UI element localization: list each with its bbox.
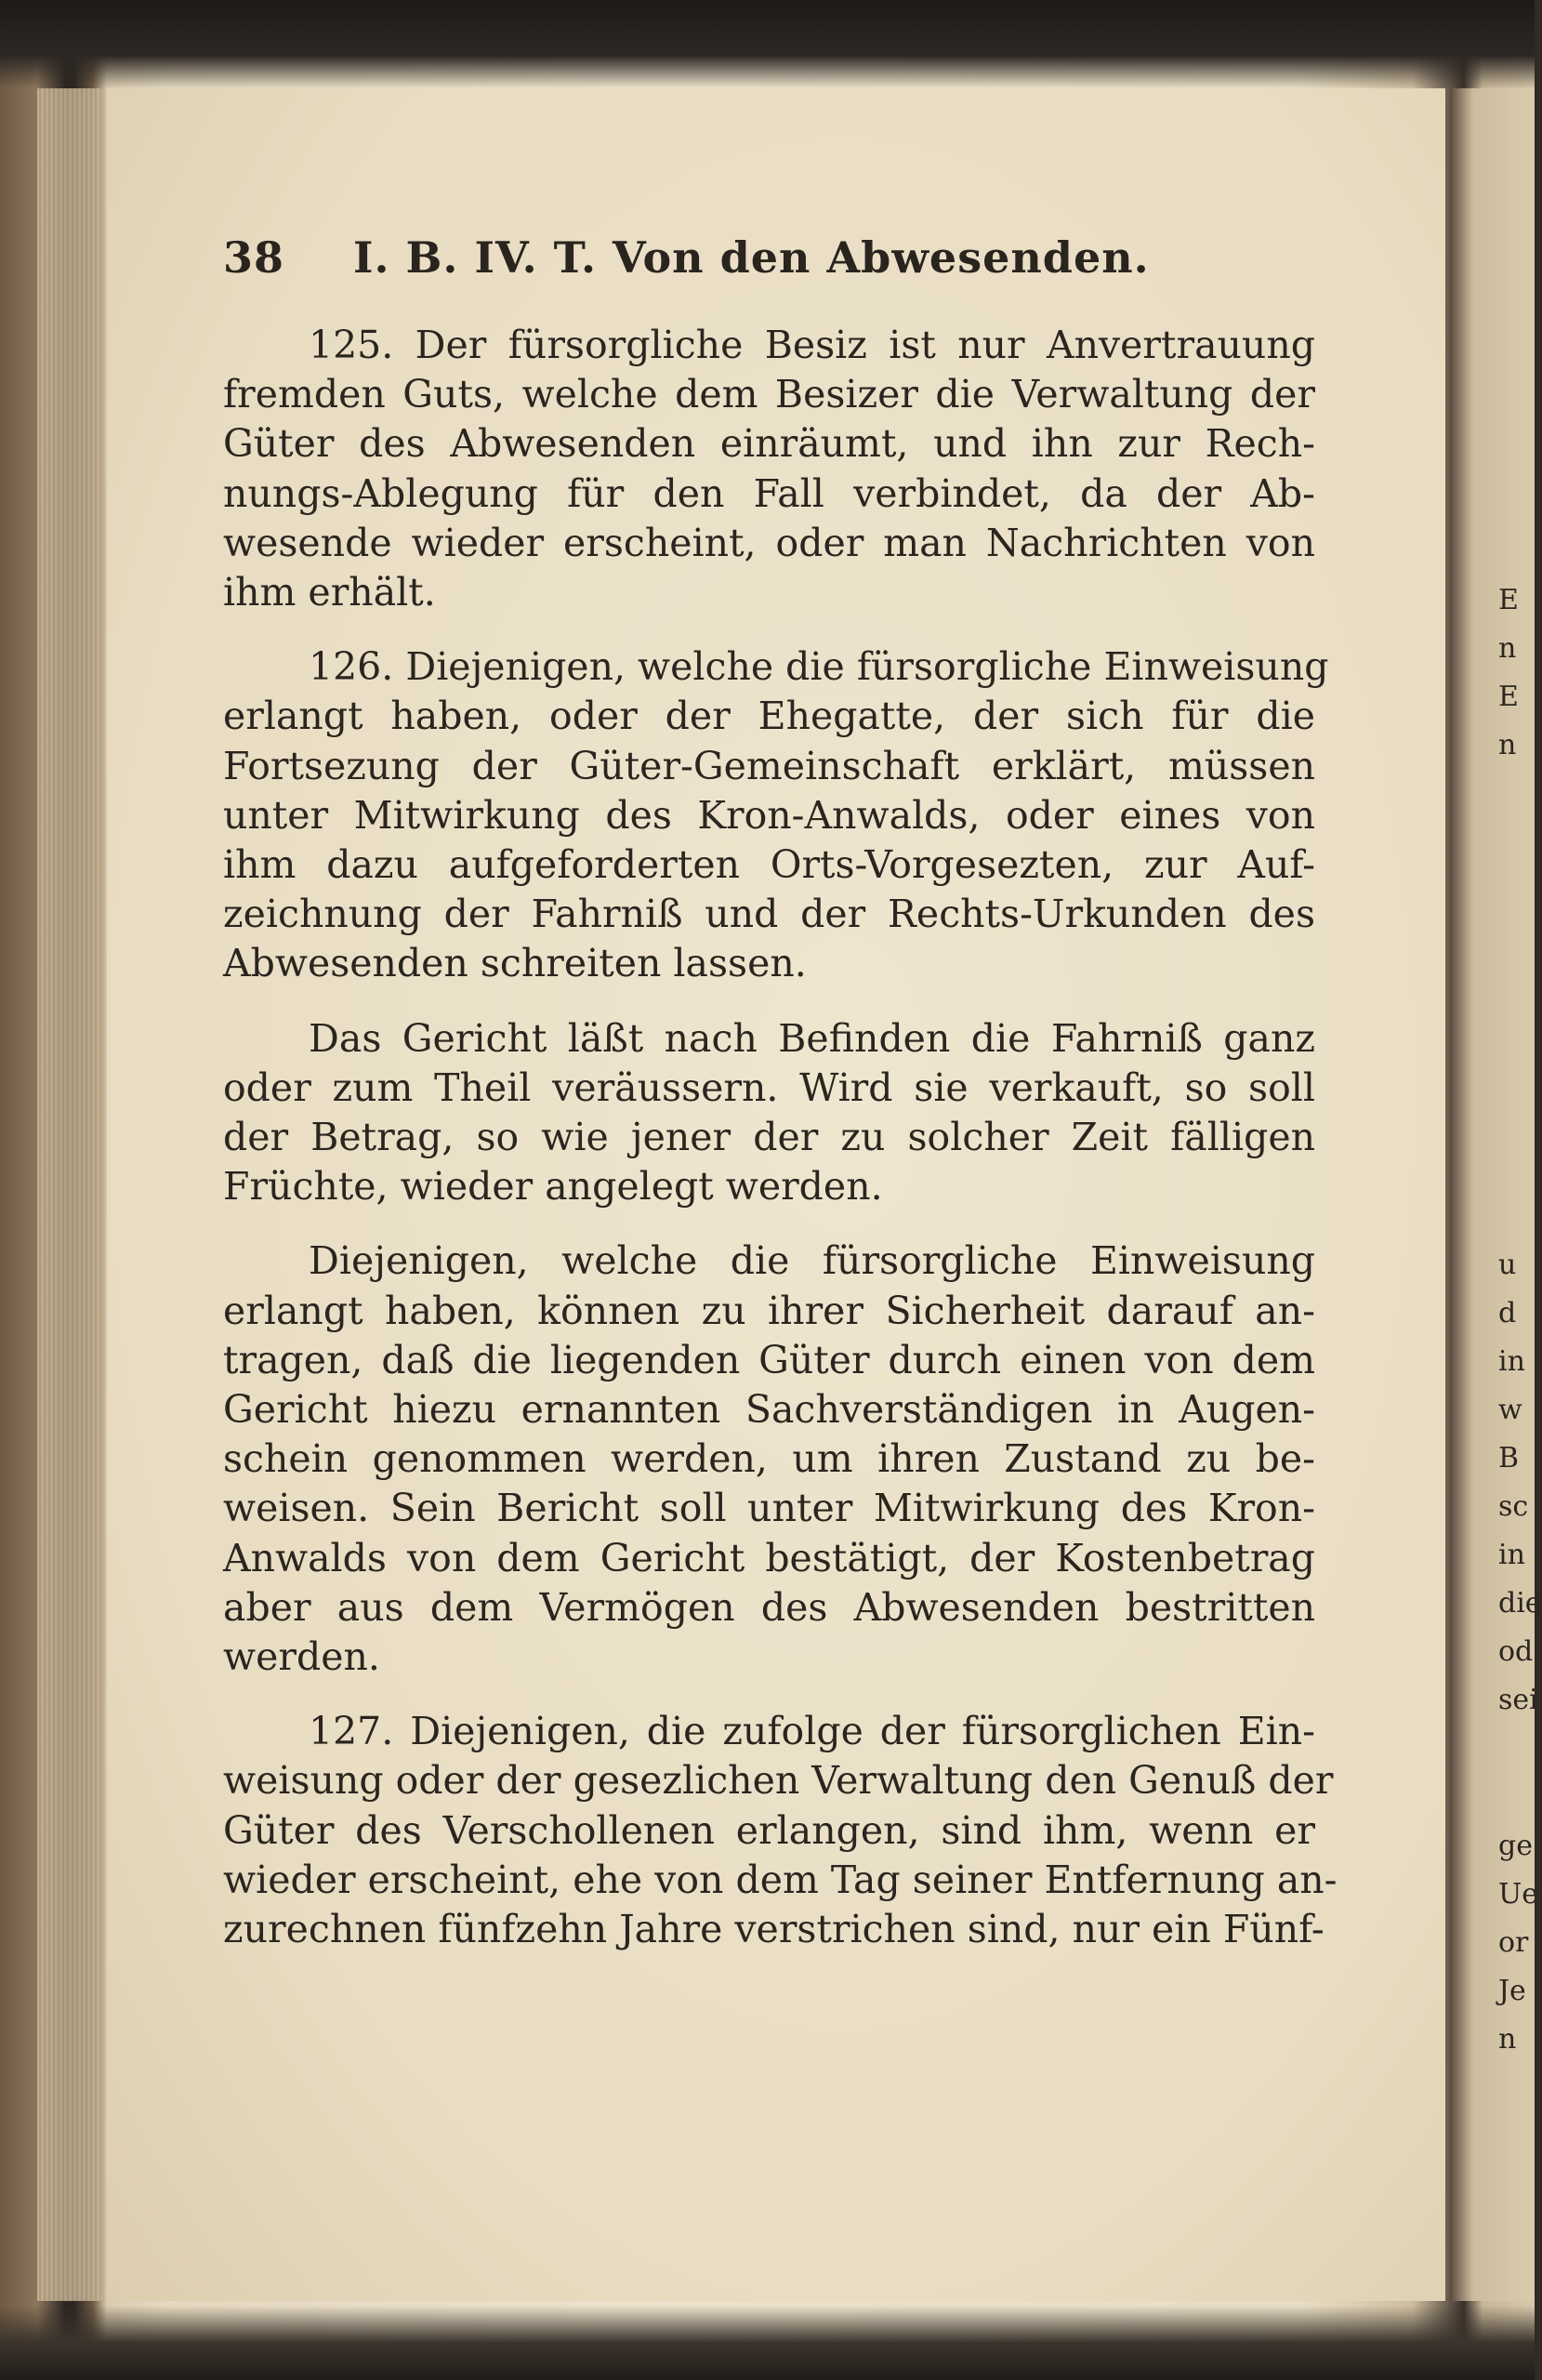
text-line: werden. xyxy=(223,1634,380,1680)
text-line: zeichnung der Fahrniß und der Rechts-Urkunden des xyxy=(223,892,1315,937)
fragment: E xyxy=(1498,584,1519,616)
facing-page-fragments-3 xyxy=(1498,1822,1539,2064)
section-126 xyxy=(223,642,1329,988)
text-line: schein genommen werden, um ihren Zustand zu be- xyxy=(223,1436,1315,1482)
fragment: ge xyxy=(1498,1830,1533,1862)
text-line: wieder erscheint, ehe von dem Tag seiner Entfernung an- xyxy=(223,1857,1338,1902)
text-line: Diejenigen, welche die fürsorgliche Einweisung xyxy=(309,1238,1315,1284)
fragment: n xyxy=(1498,2023,1517,2056)
text-line: Güter des Abwesenden einräumt, und ihn zur Rech- xyxy=(223,421,1315,467)
text-line: Fortsezung der Güter-Gemeinschaft erklärt, müssen xyxy=(223,743,1315,788)
section-127 xyxy=(223,1707,1338,1954)
page-number: 38 xyxy=(223,232,285,283)
text-line: nungs-Ablegung für den Fall verbindet, da der Ab- xyxy=(223,470,1315,516)
text-line: zurechnen fünfzehn Jahre verstrichen sind, nur ein Fünf- xyxy=(223,1907,1325,1952)
text-line: Anwalds von dem Gericht bestätigt, der Kostenbetrag xyxy=(223,1535,1315,1580)
fragment: E xyxy=(1498,681,1519,713)
fragment: n xyxy=(1498,632,1517,665)
fragment: die xyxy=(1498,1587,1542,1620)
text-line: Das Gericht läßt nach Befinden die Fahrniß ganz xyxy=(309,1015,1315,1061)
text-line: wesende wieder erscheint, oder man Nachrichten von xyxy=(223,520,1315,565)
fragment: B xyxy=(1498,1442,1520,1474)
text-line: ihm erhält. xyxy=(223,570,436,615)
running-head: I. B. IV. T. Von den Abwesenden. xyxy=(353,232,1150,283)
fragment: in xyxy=(1498,1539,1525,1571)
fragment: w xyxy=(1498,1394,1522,1426)
text-line: oder zum Theil veräussern. Wird sie verkauft, so soll xyxy=(223,1064,1315,1110)
fragment: u xyxy=(1498,1249,1517,1281)
text-line: tragen, daß die liegenden Güter durch einen von dem xyxy=(223,1337,1315,1382)
text-line: unter Mitwirkung des Kron-Anwalds, oder eines von xyxy=(223,792,1315,838)
text-line: 126. Diejenigen, welche die fürsorgliche Einweisung xyxy=(309,644,1329,690)
text-line: erlangt haben, können zu ihrer Sicherheit darauf an- xyxy=(223,1288,1315,1333)
facing-page-fragments-2 xyxy=(1498,1241,1542,1725)
facing-page-fragments-1 xyxy=(1498,576,1535,770)
binding-bottom xyxy=(0,2306,1535,2380)
fragment: sei xyxy=(1498,1684,1538,1716)
text-line: aber aus dem Vermögen des Abwesenden bestritten xyxy=(223,1584,1315,1630)
text-line: erlangt haben, oder der Ehegatte, der sich für die xyxy=(223,694,1315,739)
fragment: Je xyxy=(1498,1975,1526,2007)
fragment: in xyxy=(1498,1345,1525,1378)
fragment: Ue xyxy=(1498,1878,1539,1911)
page-body xyxy=(223,321,1338,1979)
text-line: weisung oder der gesezlichen Verwaltung den Genuß der xyxy=(223,1758,1334,1804)
text-line: Früchte, wieder angelegt werden. xyxy=(223,1164,883,1210)
section-125 xyxy=(223,321,1315,617)
fragment: sc xyxy=(1498,1490,1529,1523)
text-line: 127. Diejenigen, die zufolge der fürsorglichen Ein- xyxy=(309,1709,1315,1754)
page-header xyxy=(223,232,1320,298)
fragment: d xyxy=(1498,1297,1517,1329)
section-126-inspection xyxy=(223,1236,1315,1682)
text-line: Gericht hiezu ernannten Sachverständigen in Augen- xyxy=(223,1387,1315,1433)
page-edges xyxy=(37,88,102,2301)
text-line: Güter des Verschollenen erlangen, sind ihm, wenn er xyxy=(223,1807,1315,1853)
text-line: weisen. Sein Bericht soll unter Mitwirkung des Kron- xyxy=(223,1486,1315,1531)
section-126-sale xyxy=(223,1014,1315,1212)
fragment: od xyxy=(1498,1635,1534,1668)
fragment: or xyxy=(1498,1926,1529,1959)
text-line: fremden Guts, welche dem Besizer die Verwaltung der xyxy=(223,372,1315,417)
text-line: 125. Der fürsorgliche Besiz ist nur Anvertrauung xyxy=(309,323,1315,367)
text-line: Abwesenden schreiten lassen. xyxy=(223,941,807,986)
text-line: ihm dazu aufgeforderten Orts-Vorgesezten, zur Auf- xyxy=(223,842,1315,888)
fragment: n xyxy=(1498,729,1517,761)
text-line: der Betrag, so wie jener der zu solcher Zeit fälligen xyxy=(223,1115,1315,1160)
binding-top xyxy=(0,0,1535,88)
